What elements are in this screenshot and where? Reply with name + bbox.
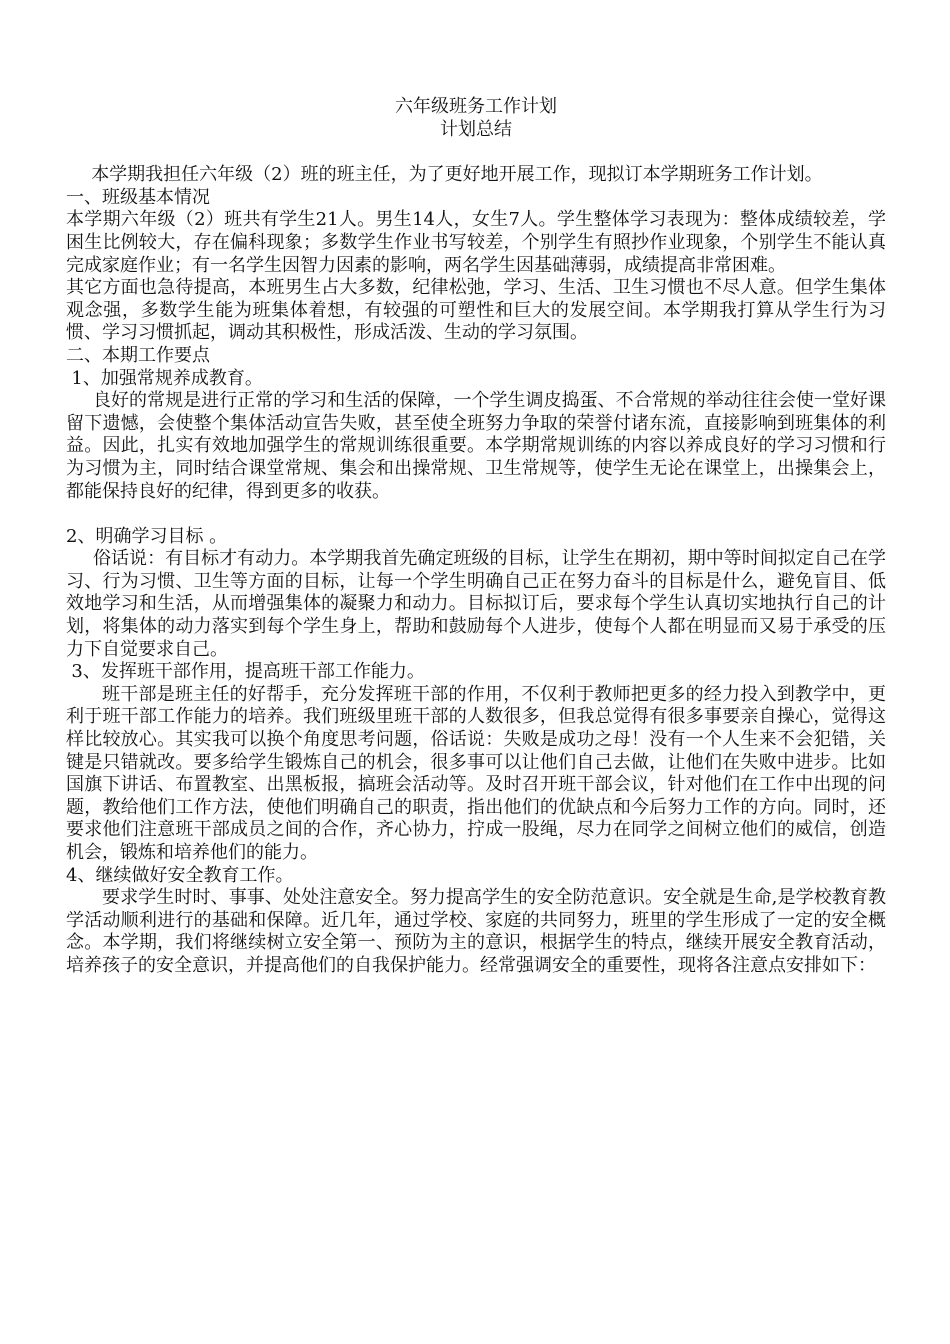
document-title: 六年级班务工作计划 <box>395 96 557 117</box>
item-3-body: 班干部是班主任的好帮手，充分发挥班干部的作用，不仅利于教师把更多的经力投入到教学中，更利于班干部工作能力的培养。我们班级里班干部的人数很多，但我总觉得有很多事要亲自操心，觉得这样比较放心。其实我可以换个角度思考问题，俗话说：失败是成功之母！没有一个人生来不会犯错，关键是只错就改。要多给学生锻炼自己的机会，很多事可以让他们自己去做，让他们在失败中进步。比如国旗下讲话、布置教室、出黑板报，搞班会活动等。及时召开班干部会议，针对他们在工作中出现的问题，教给他们工作方法，使他们明确自己的职责，指出他们的优缺点和今后努力工作的方向。同时，还要求他们注意班干部成员之间的合作，齐心协力，拧成一股绳，尽力在同学之间树立他们的威信，创造机会，锻炼和培养他们的能力。 <box>66 683 886 863</box>
item-2-heading: 2、明确学习目标 。 <box>66 525 228 547</box>
item-4-body: 要求学生时时、事事、处处注意安全。努力提高学生的安全防范意识。安全就是生命,是学校教育教学活动顺利进行的基础和保障。近几年，通过学校、家庭的共同努力，班里的学生形成了一定的安全概念。本学期，我们将继续树立安全第一、预防为主的意识，根据学生的特点，继续开展安全教育活动，培养孩子的安全意识，并提高他们的自我保护能力。经常强调安全的重要性，现将各注意点安排如下： <box>66 887 886 976</box>
item-2-body: 俗话说：有目标才有动力。本学期我首先确定班级的目标，让学生在期初，期中等时间拟定自己在学习、行为习惯、卫生等方面的目标，让每一个学生明确自己正在努力奋斗的目标是什么，避免盲目、低效地学习和生活，从而增强集体的凝聚力和动力。目标拟订后，要求每个学生认真切实地执行自己的计划，将集体的动力落实到每个学生身上，帮助和鼓励每个人进步，使每个人都在明显而又易于承受的压力下自觉要求自己。 <box>66 548 886 660</box>
item-3-heading: 3、发挥班干部作用，提高班干部工作能力。 <box>71 661 425 683</box>
item-1-heading: 1、加强常规养成教育。 <box>71 367 263 389</box>
item-4-heading: 4、继续做好安全教育工作。 <box>66 864 294 886</box>
section-1-heading: 一、班级基本情况 <box>66 186 210 208</box>
section-2-heading: 二、本期工作要点 <box>66 344 210 366</box>
blank-line <box>66 503 886 526</box>
document-page <box>66 96 886 978</box>
section-1-paragraph-2: 其它方面也急待提高，本班男生占大多数，纪律松弛，学习、生活、卫生习惯也不尽人意。但学生集体观念强，多数学生能为班集体着想，有较强的可塑性和巨大的发展空间。本学期我打算从学生行为习惯、学习习惯抓起，调动其积极性，形成活泼、生动的学习氛围。 <box>66 277 886 344</box>
document-subtitle: 计划总结 <box>440 118 512 140</box>
section-1-paragraph-1: 本学期六年级（2）班共有学生21人。男生14人，女生7人。学生整体学习表现为：整体成绩较差，学困生比例较大，存在偏科现象；多数学生作业书写较差，个别学生有照抄作业现象，个别学生不能认真完成家庭作业；有一名学生因智力因素的影响，两名学生因基础薄弱，成绩提高非常困难。 <box>66 209 886 276</box>
intro-paragraph: 本学期我担任六年级（2）班的班主任，为了更好地开展工作，现拟订本学期班务工作计划。 <box>91 164 823 186</box>
item-1-body: 良好的常规是进行正常的学习和生活的保障，一个学生调皮捣蛋、不合常规的举动往往会使一堂好课留下遗憾，会使整个集体活动宣告失败，甚至使全班努力争取的荣誉付诸东流，直接影响到班集体的利益。因此，扎实有效地加强学生的常规训练很重要。本学期常规训练的内容以养成良好的学习习惯和行为习惯为主，同时结合课堂常规、集会和出操常规、卫生常规等，使学生无论在课堂上，出操集会上，都能保持良好的纪律，得到更多的收获。 <box>66 390 886 502</box>
